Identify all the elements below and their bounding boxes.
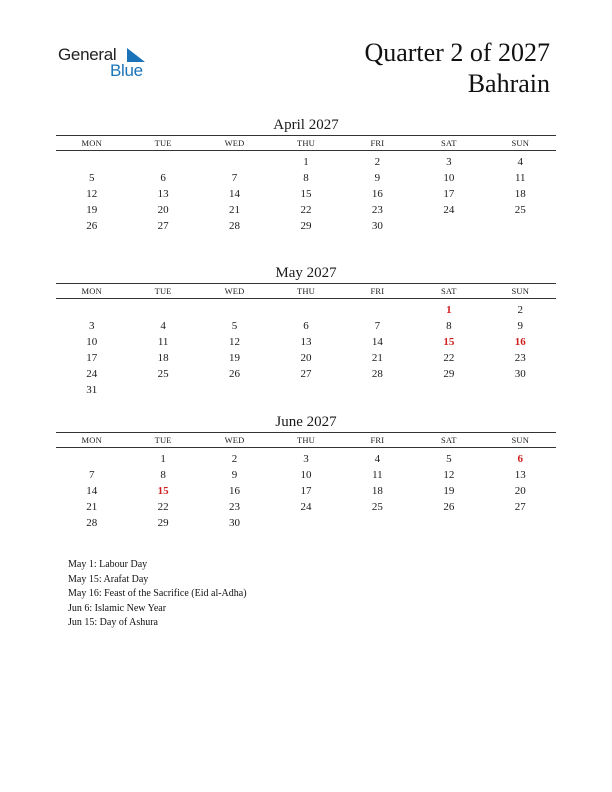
day-cell: 28 xyxy=(371,368,383,380)
week-row xyxy=(56,202,556,218)
day-cell: 12 xyxy=(229,336,241,348)
empty-day-cell xyxy=(270,302,341,318)
day-cell: 1 xyxy=(446,304,452,316)
empty-day-cell xyxy=(199,382,270,398)
weekday-label: SUN xyxy=(511,286,530,296)
week-row xyxy=(56,483,556,499)
day-cell: 18 xyxy=(514,188,526,200)
month-name: June 2027 xyxy=(275,414,337,430)
week-row xyxy=(56,186,556,202)
day-cell: 5 xyxy=(88,172,95,184)
day-cell: 8 xyxy=(160,469,166,481)
day-cell: 10 xyxy=(300,469,312,481)
weekday-label: THU xyxy=(296,138,316,148)
day-cell: 20 xyxy=(514,485,526,497)
empty-day-cell xyxy=(342,302,413,318)
day-cell: 29 xyxy=(157,517,169,529)
day-cell: 8 xyxy=(446,320,452,332)
day-cell: 11 xyxy=(157,336,169,348)
day-cell: 2 xyxy=(231,453,238,465)
day-cell: 27 xyxy=(300,368,312,380)
day-cell: 2 xyxy=(374,156,381,168)
weekday-header-row xyxy=(56,433,556,448)
day-cell: 21 xyxy=(229,204,241,216)
day-cell: 18 xyxy=(157,352,169,364)
day-cell: 26 xyxy=(86,220,98,232)
empty-day-cell xyxy=(127,302,198,318)
day-cell: 13 xyxy=(514,469,526,481)
day-cell: 24 xyxy=(300,501,312,513)
empty-day-cell xyxy=(270,382,341,398)
empty-day-cell xyxy=(413,382,484,398)
week-row xyxy=(56,451,556,467)
day-cell: 9 xyxy=(231,469,238,481)
weekday-label: TUE xyxy=(154,435,172,445)
day-cell: 16 xyxy=(514,336,526,348)
weekday-header-row xyxy=(56,284,556,299)
day-cell: 27 xyxy=(157,220,169,232)
day-cell: 7 xyxy=(88,469,95,481)
day-cell: 14 xyxy=(229,188,241,200)
day-cell: 14 xyxy=(86,485,98,497)
empty-day-cell xyxy=(413,515,484,531)
day-cell: 6 xyxy=(160,172,166,184)
week-row xyxy=(56,382,556,398)
empty-day-cell xyxy=(342,382,413,398)
holiday-entry: Jun 15: Day of Ashura xyxy=(68,617,158,628)
holiday-entry: May 16: Feast of the Sacrifice (Eid al-Adha) xyxy=(68,588,247,599)
day-cell: 10 xyxy=(86,336,98,348)
week-row xyxy=(56,467,556,483)
day-cell: 11 xyxy=(514,172,526,184)
holiday-entry: May 1: Labour Day xyxy=(68,559,148,570)
title-quarter: Quarter 2 of 2027 xyxy=(364,38,550,67)
weekday-label: SUN xyxy=(511,138,530,148)
day-cell: 8 xyxy=(303,172,309,184)
weekday-label: THU xyxy=(296,435,316,445)
day-cell: 29 xyxy=(300,220,312,232)
day-cell: 22 xyxy=(157,501,169,513)
day-cell: 13 xyxy=(300,336,312,348)
day-cell: 16 xyxy=(229,485,241,497)
weekday-label: FRI xyxy=(370,435,385,445)
empty-day-cell xyxy=(485,382,556,398)
month-grid xyxy=(56,135,556,234)
empty-day-cell xyxy=(127,154,198,170)
day-cell: 1 xyxy=(303,156,309,168)
weekday-label: FRI xyxy=(370,286,385,296)
empty-day-cell xyxy=(485,515,556,531)
day-cell: 19 xyxy=(86,204,98,216)
day-cell: 20 xyxy=(300,352,312,364)
empty-day-cell xyxy=(342,515,413,531)
week-row xyxy=(56,318,556,334)
weekday-label: FRI xyxy=(370,138,385,148)
day-cell: 3 xyxy=(303,453,309,465)
holiday-list xyxy=(68,558,247,631)
day-cell: 19 xyxy=(229,352,241,364)
day-cell: 4 xyxy=(374,453,381,465)
day-cell: 30 xyxy=(514,368,526,380)
week-row xyxy=(56,350,556,366)
day-cell: 21 xyxy=(86,501,98,513)
day-cell: 17 xyxy=(86,352,98,364)
holiday-entry: May 15: Arafat Day xyxy=(68,573,149,585)
weekday-label: WED xyxy=(224,435,245,445)
day-cell: 28 xyxy=(229,220,241,232)
weekday-label: MON xyxy=(81,286,102,296)
day-cell: 30 xyxy=(229,517,241,529)
week-row xyxy=(56,302,556,318)
day-cell: 20 xyxy=(157,204,169,216)
week-row xyxy=(56,499,556,515)
day-cell: 12 xyxy=(443,469,455,481)
day-cell: 24 xyxy=(443,204,455,216)
day-cell: 14 xyxy=(371,336,383,348)
day-cell: 9 xyxy=(517,320,523,332)
weekday-label: SUN xyxy=(511,435,530,445)
day-cell: 25 xyxy=(157,368,169,380)
logo-word-blue: Blue xyxy=(110,61,143,80)
weekday-label: SAT xyxy=(440,435,457,445)
month-grid xyxy=(56,283,556,398)
month-block xyxy=(56,116,556,234)
day-cell: 29 xyxy=(443,368,455,380)
page-title xyxy=(364,37,550,99)
weekday-header-row xyxy=(56,136,556,151)
empty-day-cell xyxy=(56,451,127,467)
weekday-label: SAT xyxy=(440,286,457,296)
day-cell: 4 xyxy=(517,156,523,168)
weekday-label: THU xyxy=(296,286,316,296)
month-block xyxy=(56,264,556,398)
day-cell: 25 xyxy=(371,501,383,513)
day-cell: 26 xyxy=(443,501,455,513)
day-cell: 27 xyxy=(514,501,526,513)
day-cell: 26 xyxy=(229,368,241,380)
week-row xyxy=(56,218,556,234)
month-name: May 2027 xyxy=(275,265,337,281)
empty-day-cell xyxy=(56,302,127,318)
weekday-label: WED xyxy=(224,286,245,296)
day-cell: 5 xyxy=(231,320,238,332)
day-cell: 3 xyxy=(446,156,452,168)
day-cell: 4 xyxy=(160,320,166,332)
day-cell: 21 xyxy=(371,352,383,364)
day-cell: 5 xyxy=(446,453,452,465)
weekday-label: TUE xyxy=(154,138,172,148)
day-cell: 23 xyxy=(371,204,383,216)
day-cell: 12 xyxy=(86,188,98,200)
day-cell: 18 xyxy=(371,485,383,497)
empty-day-cell xyxy=(485,218,556,234)
day-cell: 3 xyxy=(88,320,95,332)
day-cell: 25 xyxy=(514,204,526,216)
day-cell: 1 xyxy=(160,453,166,465)
empty-day-cell xyxy=(413,218,484,234)
week-row xyxy=(56,334,556,350)
day-cell: 2 xyxy=(517,304,523,316)
empty-day-cell xyxy=(199,154,270,170)
empty-day-cell xyxy=(270,515,341,531)
day-cell: 15 xyxy=(443,336,455,348)
weekday-label: TUE xyxy=(154,286,172,296)
day-cell: 28 xyxy=(86,517,98,529)
day-cell: 30 xyxy=(371,220,383,232)
day-cell: 17 xyxy=(300,485,312,497)
weekday-label: MON xyxy=(81,435,102,445)
day-cell: 23 xyxy=(229,501,241,513)
day-cell: 17 xyxy=(443,188,455,200)
month-name: April 2027 xyxy=(273,117,339,133)
day-cell: 6 xyxy=(517,453,523,465)
day-cell: 9 xyxy=(374,172,381,184)
title-country: Bahrain xyxy=(467,69,550,98)
day-cell: 31 xyxy=(86,384,98,396)
week-row xyxy=(56,154,556,170)
holiday-entry: Jun 6: Islamic New Year xyxy=(68,602,167,614)
day-cell: 7 xyxy=(374,320,381,332)
day-cell: 6 xyxy=(303,320,309,332)
week-row xyxy=(56,170,556,186)
empty-day-cell xyxy=(199,302,270,318)
day-cell: 7 xyxy=(231,172,238,184)
day-cell: 24 xyxy=(86,368,98,380)
empty-day-cell xyxy=(56,154,127,170)
month-grid xyxy=(56,432,556,531)
day-cell: 15 xyxy=(300,188,312,200)
week-row xyxy=(56,515,556,531)
day-cell: 16 xyxy=(371,188,383,200)
generalblue-logo xyxy=(58,42,158,82)
day-cell: 22 xyxy=(300,204,312,216)
day-cell: 19 xyxy=(443,485,455,497)
day-cell: 22 xyxy=(443,352,455,364)
month-block xyxy=(56,413,556,531)
week-row xyxy=(56,366,556,382)
logo-word-general: General xyxy=(58,45,117,64)
weekday-label: WED xyxy=(224,138,245,148)
weekday-label: SAT xyxy=(440,138,457,148)
day-cell: 13 xyxy=(157,188,169,200)
day-cell: 15 xyxy=(157,485,169,497)
day-cell: 11 xyxy=(372,469,383,481)
weekday-label: MON xyxy=(81,138,102,148)
day-cell: 10 xyxy=(443,172,455,184)
empty-day-cell xyxy=(127,382,198,398)
day-cell: 23 xyxy=(514,352,526,364)
